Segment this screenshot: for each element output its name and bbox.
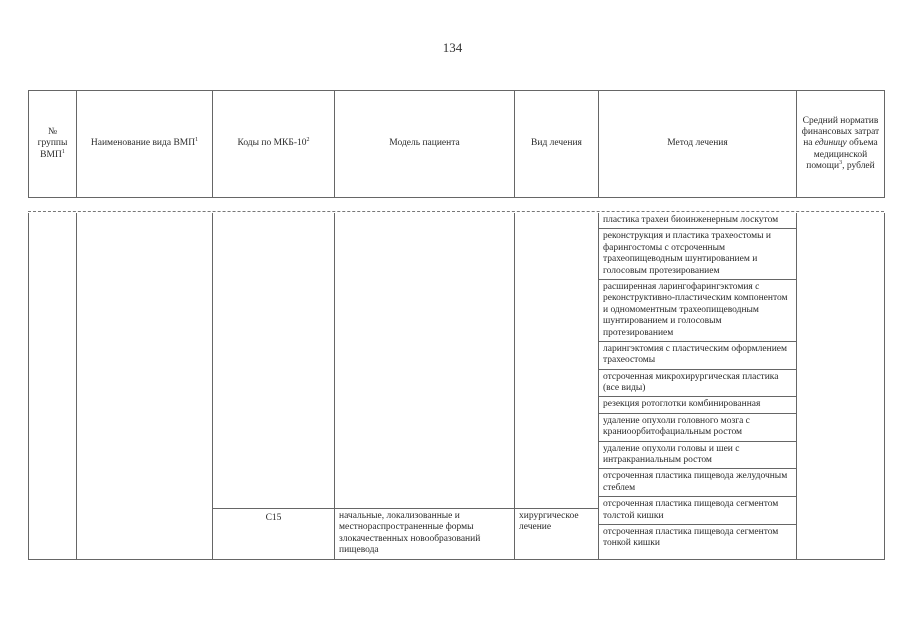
group-number-cell: [29, 213, 77, 559]
patient-model-cell: [335, 213, 515, 559]
list-item: отсроченная пластика пищевода сегментом тонкой кишки: [603, 526, 779, 549]
table-row: [29, 213, 885, 559]
header-cost-norm: Средний норматив финансовых затрат на единицу объема медицинской помощи$^3$, рублей: [797, 91, 885, 198]
page-number: 134: [442, 40, 463, 55]
header-treatment-method: Метод лечения: [599, 91, 797, 198]
list-item: отсроченная пластика пищевода сегментом толстой кишки: [599, 497, 796, 525]
header-treatment-type: Вид лечения: [515, 91, 599, 198]
list-item: расширенная ларингофарингэктомия с реконструктивно-пластическим компонентом и одномоментным трахеопищеводным шунтированием и голосовым протезированием: [599, 280, 796, 342]
header-vmp-name: Наименование вида ВМП$^1$: [77, 91, 213, 198]
table-body: [28, 213, 885, 560]
vmp-name-cell: [77, 213, 213, 559]
list-item: ларингэктомия с пластическим оформлением трахеостомы: [599, 342, 796, 370]
list-item: пластика трахеи биоинженерным лоскутом: [599, 213, 796, 229]
list-item: реконструкция и пластика трахеостомы и фарингостомы с отсроченным трахеопищеводным шунтированием и голосовым протезированием: [599, 229, 796, 280]
header-patient-model: Модель пациента: [335, 91, 515, 198]
table-header: [28, 90, 885, 198]
list-item: удаление опухоли головы и шеи с интракраниальным ростом: [599, 442, 796, 470]
header-icd-codes: Коды по МКБ-$10^2$: [213, 91, 335, 198]
cost-norm-cell: [797, 213, 885, 559]
icd-code-c15: C15: [265, 513, 282, 523]
list-item: отсроченная микрохирургическая пластика (все виды): [599, 370, 796, 398]
treatment-method-cell: [599, 213, 797, 559]
method-list: [599, 213, 796, 552]
patient-model-c15: начальные, локализованные и местнораспространенные формы злокачественных новообразований пищевода: [339, 511, 481, 556]
icd-code-cell: [213, 213, 335, 559]
list-item: резекция ротоглотки комбинированная: [599, 397, 796, 413]
treatment-type-c15: хирургическое лечение: [519, 511, 579, 533]
treatment-type-cell: [515, 213, 599, 559]
list-item: отсроченная пластика пищевода желудочным стеблем: [599, 469, 796, 497]
continuation-divider: [28, 211, 884, 212]
list-item: удаление опухоли головного мозга с краниоорбитофациальным ростом: [599, 414, 796, 442]
header-group-number: № группы ВМП$^1$: [29, 91, 77, 198]
